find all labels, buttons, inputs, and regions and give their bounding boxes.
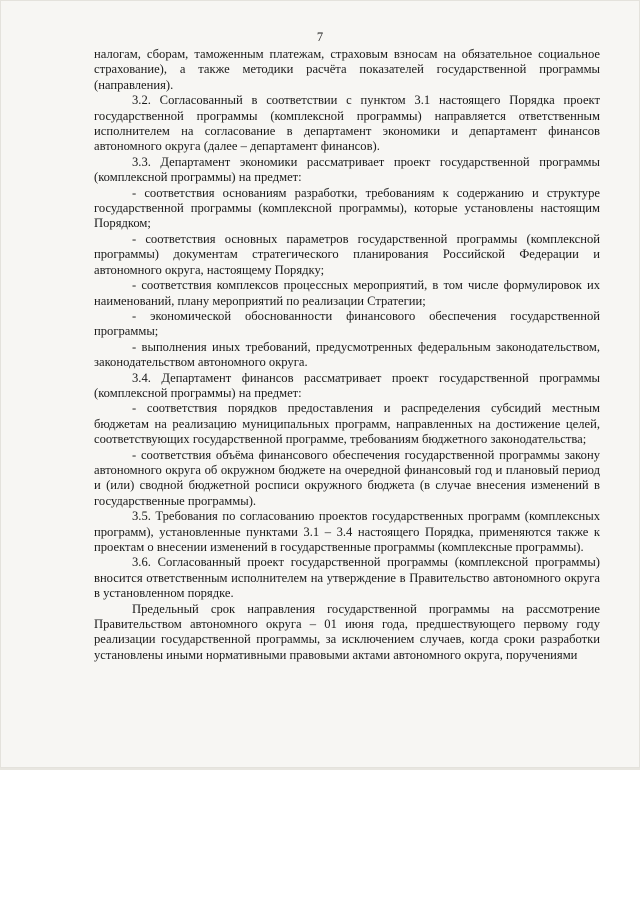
paragraph-3-4: 3.4. Департамент финансов рассматривает проект государственной программы (комплексной программы) на предмет: <box>94 370 600 400</box>
paragraph-3-6: 3.6. Согласованный проект государственной программы (комплексной программы) вносится ответственным исполнителем на утверждение в Правительство автономного округа в установленном порядке. <box>94 555 600 601</box>
list-item: - соответствия комплексов процессных мероприятий, в том числе формулировок их наименований, плану мероприятий по реализации Стратегии; <box>94 278 600 308</box>
list-item: - экономической обоснованности финансового обеспечения государственной программы; <box>94 308 600 339</box>
list-item: - соответствия основных параметров государственной программы (комплексной программы) документам стратегического планирования Российской Федерации и автономного округа, настоящему Порядку; <box>94 231 600 277</box>
paragraph-3-3: 3.3. Департамент экономики рассматривает проект государственной программы (комплексной программы) на предмет: <box>94 154 600 185</box>
paragraph-continuation: налогам, сборам, таможенным платежам, страховым взносам на обязательное социальное страхование), а также методики расчёта показателей государственной программы (направления). <box>94 47 600 92</box>
paragraph-3-2: 3.2. Согласованный в соответствии с пунктом 3.1 настоящего Порядка проект государственной программы (комплексной программы) направляется ответственным исполнителем на согласование в департамент экономики и департамент финансов автономного округа (далее – департамент финансов). <box>94 93 600 154</box>
document-body <box>94 47 600 663</box>
list-item: - соответствия объёма финансового обеспечения государственной программы закону автономного округа об окружном бюджете на очередной финансовый год и плановый период и (или) сводной бюджетной росписи окружного бюджета (в случае внесения изменений в государственные программы). <box>94 447 600 508</box>
page-number: 7 <box>316 30 324 44</box>
paragraph-deadline: Предельный срок направления государственной программы на рассмотрение Правительством автономного округа – 01 июня года, предшествующего первому году реализации государственной программы, за исключением случаев, когда сроки разработки установлены иными нормативными правовыми актами автономного округа, поручениями <box>94 601 600 662</box>
list-item: - соответствия основаниям разработки, требованиям к содержанию и структуре государственной программы (комплексной программы), которые установлены настоящим Порядком; <box>94 185 600 231</box>
paragraph-3-5: 3.5. Требования по согласованию проектов государственных программ (комплексных программ), установленные пунктами 3.1 – 3.4 настоящего Порядка, применяются также к проектам о внесении изменений в государственные программы (комплексные программы). <box>94 509 600 554</box>
page-edge <box>0 768 640 770</box>
list-item: - выполнения иных требований, предусмотренных федеральным законодательством, законодательством автономного округа. <box>94 339 600 370</box>
list-item: - соответствия порядков предоставления и распределения субсидий местным бюджетам на реализацию муниципальных программ, направленных на достижение целей, соответствующих государственной программе, требованиям бюджетного законодательства; <box>94 401 600 447</box>
